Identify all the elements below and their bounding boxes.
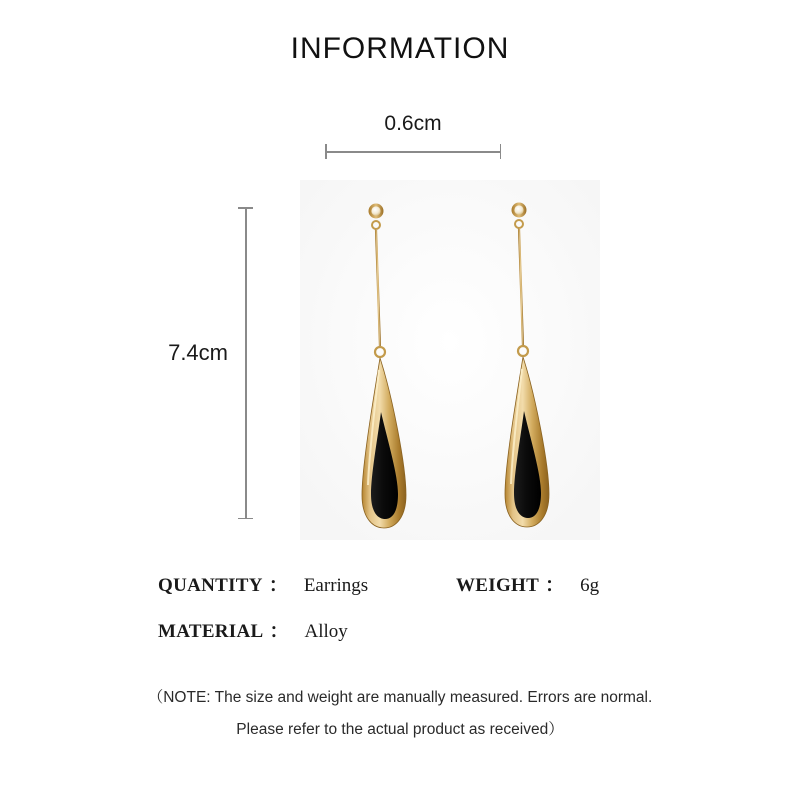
spec-row-1 [0, 570, 800, 616]
height-dimension [238, 207, 254, 519]
width-dimension-bar [325, 144, 501, 160]
spec-weight [456, 570, 599, 597]
spec-row-2 [0, 616, 800, 662]
note-line-1: （NOTE: The size and weight are manually measured. Errors are normal. [147, 689, 653, 706]
spec-material-colon: ： [269, 621, 289, 642]
height-dimension-line [245, 207, 247, 519]
width-dimension-label: 0.6cm [384, 112, 442, 135]
earrings-illustration [300, 180, 600, 540]
spec-quantity [158, 570, 368, 597]
spec-weight-colon: ： [545, 575, 565, 596]
spec-material-value: Alloy [304, 621, 348, 642]
note-line-2: Please refer to the actual product as received） [236, 721, 564, 738]
spec-quantity-value: Earrings [303, 575, 369, 596]
spec-material [158, 616, 348, 643]
width-dimension-cap-right [500, 144, 502, 159]
spec-quantity-colon: ： [268, 575, 288, 596]
width-dimension [325, 112, 501, 160]
height-dimension-cap-bottom [238, 518, 253, 520]
height-dimension-label: 7.4cm [168, 340, 228, 365]
width-dimension-line [325, 151, 501, 153]
product-photo [300, 180, 600, 540]
spec-quantity-key: QUANTITY [158, 575, 263, 596]
spec-list [0, 570, 800, 662]
spec-weight-key: WEIGHT [456, 575, 540, 596]
note-block [0, 682, 800, 746]
spec-weight-value: 6g [580, 575, 600, 596]
spec-material-key: MATERIAL [158, 621, 264, 642]
page-title: INFORMATION [290, 32, 510, 65]
